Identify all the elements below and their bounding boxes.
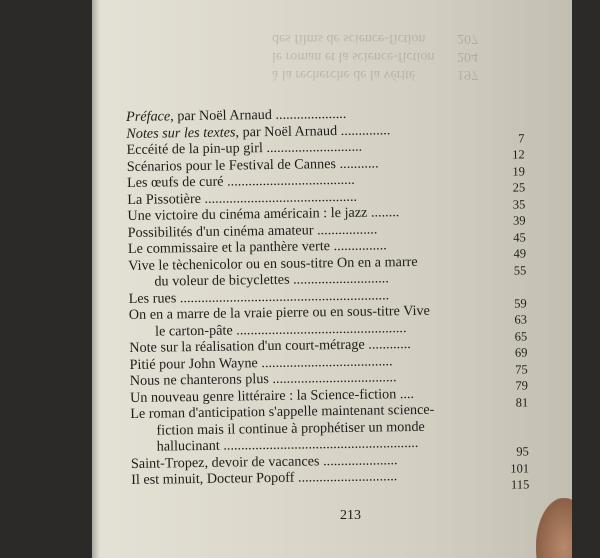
toc-entry-text: Préface xyxy=(126,108,171,125)
toc-entry-text: fiction mais il continue à prophétiser un monde xyxy=(156,418,425,439)
toc-entry-text: On en a marre de la vraie pierre ou en sous-titre Vive xyxy=(128,302,431,323)
bleed-number: 207 xyxy=(457,31,478,46)
toc-entry-title xyxy=(131,468,397,488)
toc-entry-page: 49 xyxy=(513,246,527,261)
toc-entry-page: 25 xyxy=(512,180,526,195)
toc-entry-page: 63 xyxy=(514,312,528,327)
toc-entry-text: Scénarios pour le Festival de Cannes ........... xyxy=(126,154,379,175)
bleed-number: 204 xyxy=(457,49,478,64)
bleed-line: à la recherche de la vérité xyxy=(272,67,416,82)
toc-entry-text: Possibilités d'un cinéma amateur ................. xyxy=(127,221,378,241)
toc-entry-page: 7 xyxy=(518,130,525,146)
table-of-contents xyxy=(126,103,551,492)
bleed-line: le roman et la science-fiction xyxy=(272,49,435,64)
toc-entry-text: , par Noël Arnaud .................... xyxy=(170,105,347,125)
toc-entry-page: 55 xyxy=(513,262,527,278)
toc-entry-page: 59 xyxy=(514,295,527,311)
toc-entry-text: Un nouveau genre littéraire : la Science-fiction .... xyxy=(129,385,415,406)
toc-entry-page: 35 xyxy=(512,196,526,212)
toc-entry-text: Une victoire du cinéma américain : le jazz ........ xyxy=(127,204,400,224)
bleed-through-text xyxy=(92,0,572,90)
toc-entry-text: Le roman d'anticipation s'appelle maintenant science- xyxy=(130,401,435,422)
toc-entry-text: Notes sur les textes xyxy=(126,123,236,142)
toc-entry-text: La Pissotière ........................................... xyxy=(127,188,358,208)
toc-entry-text: , par Noël Arnaud .............. xyxy=(235,121,391,140)
page-number: 213 xyxy=(340,508,361,523)
toc-entry-text: Nous ne chanterons plus ................................... xyxy=(129,369,397,389)
toc-entry-text: Les rues ........................................................... xyxy=(128,286,390,307)
toc-entry-text: Le commissaire et la panthère verte ............... xyxy=(127,237,387,257)
toc-entry-page: 79 xyxy=(515,378,528,393)
toc-entry-text: hallucinant ....................................................... xyxy=(156,434,419,455)
toc-entry-page: 115 xyxy=(510,477,530,492)
toc-entry-text: Les œufs de curé .................................... xyxy=(126,171,355,191)
toc-entry-text: du voleur de bicyclettes ........................... xyxy=(154,270,389,290)
toc-entry-text: Vive le tèchenicolor ou en sous-titre On en a marre xyxy=(128,253,418,274)
toc-entry-page: 45 xyxy=(513,229,526,245)
thumb xyxy=(536,498,572,558)
bleed-line: des films de science-fiction xyxy=(272,31,426,46)
toc-entry-page: 101 xyxy=(510,460,530,476)
toc-entry-text: le carton-pâte ................................................ xyxy=(154,319,407,340)
toc-entry-text: Note sur la réalisation d'un court-métrage ............ xyxy=(129,336,411,356)
book-page xyxy=(92,0,572,558)
toc-entry-page: 75 xyxy=(515,361,528,377)
toc-entry-page: 39 xyxy=(512,213,526,228)
toc-entry-page: 65 xyxy=(514,328,528,344)
toc-entry-text: Pitié pour John Wayne ..................................... xyxy=(129,352,393,373)
toc-entry-text: Il est minuit, Docteur Popoff ............................ xyxy=(131,468,398,488)
toc-entry-page: 69 xyxy=(514,345,528,360)
toc-entry-page: 19 xyxy=(512,163,526,179)
toc-entry-page: 12 xyxy=(512,147,525,162)
toc-entry-text: Eccéité de la pin-up girl ........................... xyxy=(126,138,363,158)
toc-entry-page: 95 xyxy=(516,444,529,459)
toc-entry-page: 81 xyxy=(515,394,529,410)
bleed-number: 197 xyxy=(457,67,478,82)
toc-entry-text: Saint-Tropez, devoir de vacances ..................... xyxy=(130,451,398,472)
